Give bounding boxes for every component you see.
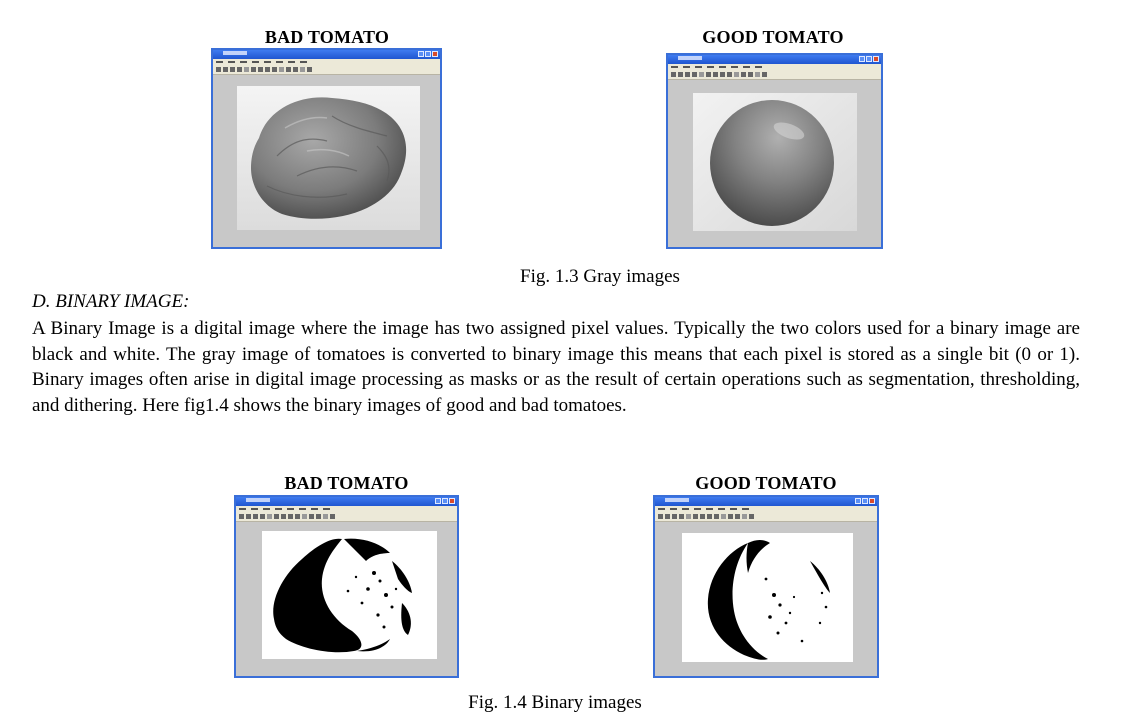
good-tomato-binary-window [653, 495, 879, 678]
close-icon [449, 498, 455, 504]
bad-tomato-gray-image [237, 86, 420, 230]
window-toolbar [236, 512, 457, 522]
bad-tomato-gray-label: BAD TOMATO [264, 27, 390, 47]
bad-tomato-binary-image [262, 531, 437, 659]
window-titlebar [236, 497, 457, 506]
window-titlebar [655, 497, 877, 506]
close-icon [873, 56, 879, 62]
figure-1-4-caption: Fig. 1.4 Binary images [468, 692, 642, 713]
good-tomato-binary-label: GOOD TOMATO [695, 473, 837, 493]
good-tomato-gray-window [666, 53, 883, 249]
good-tomato-gray-label: GOOD TOMATO [702, 27, 844, 47]
bad-tomato-binary-window [234, 495, 459, 678]
window-toolbar [213, 65, 440, 75]
window-toolbar [655, 512, 877, 522]
section-heading: D. BINARY IMAGE: [32, 291, 190, 312]
window-titlebar [213, 50, 440, 59]
figure-1-3-caption: Fig. 1.3 Gray images [520, 266, 680, 287]
close-icon [432, 51, 438, 57]
good-tomato-gray-image [693, 93, 857, 231]
window-titlebar [668, 55, 881, 64]
good-tomato-binary-image [682, 533, 853, 662]
close-icon [869, 498, 875, 504]
bad-tomato-gray-window [211, 48, 442, 249]
window-toolbar [668, 70, 881, 80]
bad-tomato-binary-label: BAD TOMATO [284, 473, 409, 493]
section-paragraph: A Binary Image is a digital image where the image has two assigned pixel values. Typically the two colors used for a binary image are black and white. The gray image of tomatoes is converted to binary image this means that each pixel is stored as a single bit (0 or 1). Binary images often arise in digital image processing as masks or as the result of certain operations such as segmentation, thresholding, and dithering. Here fig1.4 shows the binary images of good and bad tomatoes. [32, 318, 1080, 416]
